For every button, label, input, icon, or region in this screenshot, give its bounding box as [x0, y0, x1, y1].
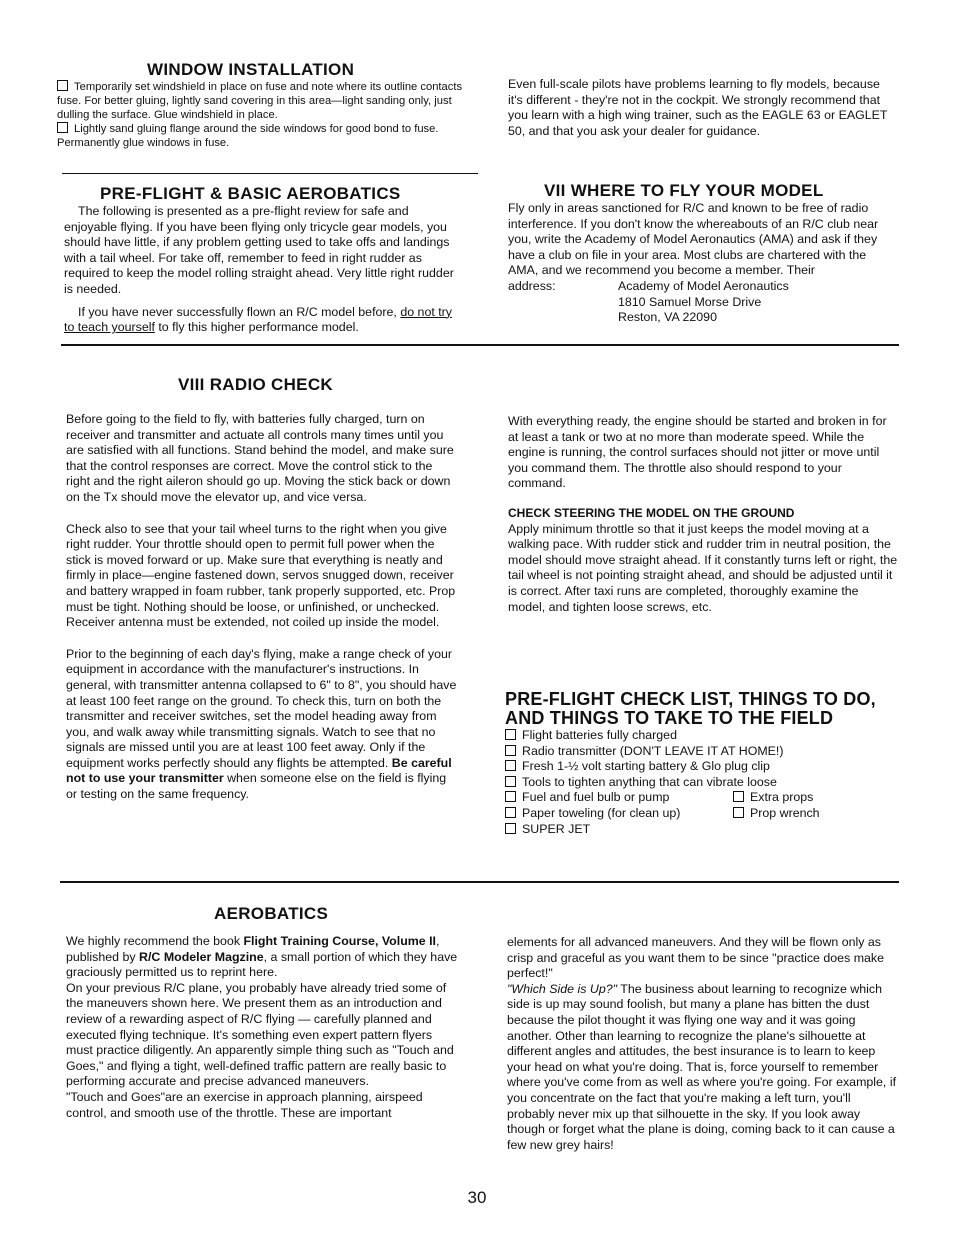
aerobatics-section: [66, 904, 458, 1121]
engine-run-section: [508, 414, 898, 615]
aerobatics-p4: elements for all advanced maneuvers. And they will be flown only as crisp and graceful as you want them to be since "practice does make perfect!": [507, 935, 885, 981]
radio-check-heading: VIII RADIO CHECK: [178, 375, 333, 394]
checklist-items: [505, 728, 900, 837]
radio-check-p2: Check also to see that your tail wheel turns to the right when you give right rudder. Your throttle should open to permit full power when the stick is moved forward or up. Make sure that everything is neatly and firmly in place—engine fastened down, servos snugged down, receiver and battery wrapped in foam rubber, tank properly supported, etc. Prop must be tight. Nothing should be loose, or unfinished, or unchecked. Receiver antenna must be extended, not coiled up inside the model.: [66, 521, 456, 630]
checkbox-icon: [505, 791, 516, 802]
checkbox-icon: [733, 807, 744, 818]
checklist-row: Fuel and fuel bulb or pump Extra props: [505, 790, 900, 806]
radio-check-p3: Prior to the beginning of each day's flying, make a range check of your equipment in accordance with the manufacturer's instructions. In general, with transmitter antenna collapsed to 6" to 8", you should have at least 100 feet range on the ground. To check this, turn on both the transmitter and receiver switches, set the model heading away from you, and walk away while transmitting signals. Watch to see that no signals are missed until you are at least 100 feet away. Only if the equipment works perfectly should any flights be attempted. Be careful not to use your transmitter when someone else on the field is flying or testing on the same frequency.: [66, 646, 457, 802]
checklist-heading-2: AND THINGS TO TAKE TO THE FIELD: [505, 708, 834, 728]
steering-p: Apply minimum throttle so that it just keeps the model moving at a walking pace. With rudder stick and rudder trim in neutral position, the model should move straight ahead. If it constantly turns left or right, the tail wheel is not pointing straight ahead, and should be adjusted until it is correct. After taxi runs are completed, thoroughly examine the model, and tighten loose screws, etc.: [508, 521, 898, 614]
checklist-heading-1: PRE-FLIGHT CHECK LIST, THINGS TO DO,: [505, 689, 876, 709]
checklist-item: Flight batteries fully charged: [505, 728, 900, 744]
checklist-item: Tools to tighten anything that can vibrate loose: [505, 775, 900, 791]
aerobatics-p1: We highly recommend the book Flight Training Course, Volume II, published by R/C Modeler Magzine, a small portion of which they have graciously permitted us to reprint here.: [66, 934, 458, 980]
divider: [61, 344, 899, 346]
where-to-fly-heading: VII WHERE TO FLY YOUR MODEL: [544, 181, 824, 200]
divider: [62, 173, 478, 174]
fullscale-p: Even full-scale pilots have problems learning to fly models, because it's different - they're not in the cockpit. We strongly recommend that you learn with a high wing trainer, such as the EAGLE 63 or EAGLET 50, and that you ask your dealer for guidance.: [508, 77, 888, 138]
aerobatics-right: [507, 935, 898, 1153]
checklist-item: Radio transmitter (DON'T LEAVE IT AT HOME!): [505, 744, 900, 760]
checkbox-icon: [57, 122, 68, 133]
checkbox-icon: [505, 760, 516, 771]
aerobatics-heading: AEROBATICS: [214, 904, 329, 923]
window-installation-p1: Temporarily set windshield in place on fuse and note where its outline contacts fuse. For better gluing, lightly sand covering in this area—light sanding only, just dulling the surface. Glue windshield in place.: [57, 81, 463, 121]
checkbox-icon: [505, 823, 516, 834]
checklist-item: SUPER JET: [505, 822, 900, 838]
checkbox-icon: [505, 776, 516, 787]
fullscale-section: [508, 77, 898, 139]
checkbox-icon: [505, 729, 516, 740]
address-line-1: Academy of Model Aeronautics: [618, 278, 789, 293]
address-line-3: Reston, VA 22090: [618, 310, 717, 325]
preflight-p2: If you have never successfully flown an R/C model before, do not try to teach yourself to fly this higher performance model.: [64, 304, 452, 335]
radio-check-section: [66, 375, 458, 803]
steering-heading: CHECK STEERING THE MODEL ON THE GROUND: [508, 505, 795, 520]
preflight-section: [64, 184, 457, 336]
radio-check-p1: Before going to the field to fly, with batteries fully charged, turn on receiver and transmitter and actuate all controls many times until you are satisfied with all functions. Stand behind the model, and make sure that the control responses are correct. Move the control stick to the right and the right aileron should go up. Moving the stick back or down on the Tx should move the elevator up, and vice versa.: [66, 412, 454, 504]
window-installation-p2: Lightly sand gluing flange around the side windows for good bond to fuse. Permanently glue windows in fuse.: [57, 123, 439, 149]
engine-run-p: With everything ready, the engine should be started and broken in for at least a tank or two at no more than moderate speed. While the engine is running, the control surfaces should not jitter or move until you command them. The throttle also should respond to your command.: [508, 414, 887, 491]
checkbox-icon: [733, 791, 744, 802]
checklist-row: Paper toweling (for clean up) Prop wrench: [505, 806, 900, 822]
aerobatics-p2: On your previous R/C plane, you probably have already tried some of the maneuvers shown here. We present them as an introduction and review of a rewarding aspect of R/C flying — carefully planned and executed flying technique. It's something even expert pattern flyers must practice diligently. An apparently simple thing such as "Touch and Goes," and flying a tight, well-defined traffic pattern are really basic to performing accurate and precise advanced maneuvers.: [66, 980, 454, 1089]
divider: [60, 881, 899, 883]
checkbox-icon: [505, 745, 516, 756]
ama-address: [508, 279, 898, 295]
checkbox-icon: [505, 807, 516, 818]
page-number: 30: [467, 1188, 487, 1207]
where-to-fly-section: [508, 181, 898, 326]
where-to-fly-p: Fly only in areas sanctioned for R/C and known to be free of radio interference. If you don't know the whereabouts of an R/C club near you, write the Academy of Model Aeronautics (AMA) and ask if they have a club on file in your area. Most clubs are chartered with the AMA, and we recommend you become a member. Their: [508, 201, 879, 278]
window-installation-heading: WINDOW INSTALLATION: [147, 60, 355, 79]
checkbox-icon: [57, 80, 68, 91]
checklist-item: Fresh 1-½ volt starting battery & Glo plug clip: [505, 759, 900, 775]
address-line-2: 1810 Samuel Morse Drive: [618, 294, 762, 309]
checklist-section: [505, 690, 900, 837]
aerobatics-p5: "Which Side is Up?" The business about learning to recognize which side is up may sound foolish, but many a plane has bitten the dust because the pilot thought it was flying one way and it was going another. Other than learning to recognize the plane's silhouette at different angles and attitudes, the best insurance is to learn to keep your head on what you're doing. That is, force yourself to remember where you've come from as well as where you're going. For example, if you concentrate on the fact that you're making a left turn, you'll probably never mix up that silhouette in the sky. If you look away though or forget what the plane is doing, coming back to it can cause a few new grey hairs!: [507, 981, 897, 1152]
aerobatics-p3: "Touch and Goes"are an exercise in approach planning, airspeed control, and smooth use of the throttle. These are important: [66, 1089, 423, 1120]
window-installation-section: [57, 60, 465, 150]
preflight-p1: The following is presented as a pre-flight review for safe and enjoyable flying. If you have been flying only tricycle gear models, you should have little, if any problem getting used to take offs and landings with a tail wheel. For take off, remember to feed in right rudder as required to keep the model rolling straight ahead. Very little right rudder is needed.: [64, 204, 454, 296]
address-label: address:: [508, 278, 556, 293]
preflight-heading: PRE-FLIGHT & BASIC AEROBATICS: [100, 184, 401, 203]
